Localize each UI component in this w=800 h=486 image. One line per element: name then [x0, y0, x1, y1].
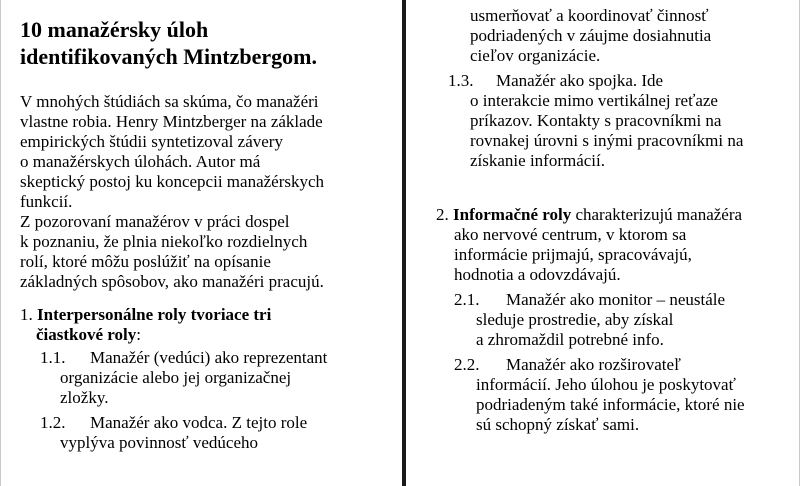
item-line: sleduje prostredie, aby získal — [476, 310, 674, 329]
item-line: Manažér ako rozširovateľ — [506, 355, 681, 374]
intro-line: vlastne robia. Henry Mintzberger na základe — [20, 112, 323, 131]
item-number: 2.2. — [454, 355, 480, 374]
intro-line: o manažérskych úlohách. Autor má — [20, 152, 261, 171]
section-1-title-line-2: čiastkové roly — [36, 325, 137, 344]
item-number: 2.1. — [454, 290, 480, 309]
section-2-number: 2. — [436, 205, 449, 224]
item-number: 1.3. — [448, 71, 474, 90]
item-number: 1.2. — [40, 413, 66, 432]
section-2-title: Informačné roly — [453, 205, 572, 224]
item-line: vyplýva povinnosť vedúceho — [60, 433, 259, 452]
intro-line: skeptický postoj ku koncepcii manažérskych — [20, 172, 325, 191]
column-divider — [402, 0, 406, 486]
section-2-title-rest: charakterizujú manažéra — [571, 205, 743, 224]
item-number: 1.1. — [40, 348, 66, 367]
item-line: podriadených v záujme dosiahnutia — [470, 26, 712, 45]
document-title — [20, 16, 317, 70]
intro-line: základných spôsobov, ako manažéri pracujú. — [20, 272, 324, 291]
intro-line: rolí, ktoré môžu poslúžiť na opísanie — [20, 252, 271, 271]
item-line: príkazov. Kontakty s pracovníkmi na — [470, 111, 722, 130]
section-2-heading — [436, 205, 742, 225]
item-line: cieľov organizácie. — [470, 46, 601, 65]
intro-line: V mnohých štúdiách sa skúma, čo manažéri — [20, 92, 319, 111]
section-2-line: hodnotia a odovzdávajú. — [454, 265, 621, 284]
section-1-number: 1. — [20, 305, 33, 324]
section-1-heading-cont — [36, 325, 141, 345]
intro-line: k poznaniu, že plnia niekoľko rozdielnych — [20, 232, 308, 251]
item-line: o interakcie mimo vertikálnej reťaze — [470, 91, 718, 110]
item-line: sú schopný získať sami. — [476, 415, 640, 434]
item-line: organizácie alebo jej organizačnej — [60, 368, 292, 387]
item-line: Manažér ako monitor – neustále — [506, 290, 726, 309]
item-line: usmerňovať a koordinovať činnosť — [470, 6, 709, 25]
item-line: a zhromaždil potrebné info. — [476, 330, 664, 349]
title-line-2: identifikovaných Mintzbergom. — [20, 44, 317, 69]
section-2-line: ako nervové centrum, v ktorom sa — [454, 225, 687, 244]
page-left-border — [0, 0, 1, 486]
section-1-colon: : — [136, 325, 141, 344]
section-1-title-line-1: Interpersonálne roly tvoriace tri — [37, 305, 272, 324]
item-line: Manažér (vedúci) ako reprezentant — [90, 348, 328, 367]
section-1-heading — [20, 305, 271, 325]
item-line: zložky. — [60, 388, 109, 407]
item-line: rovnakej úrovni s inými pracovníkmi na — [470, 131, 744, 150]
item-line: Manažér ako spojka. Ide — [496, 71, 664, 90]
title-line-1: 10 manažérsky úloh — [20, 17, 209, 42]
intro-line: Z pozorovaní manažérov v práci dospel — [20, 212, 290, 231]
item-line: získanie informácií. — [470, 151, 606, 170]
item-line: Manažér ako vodca. Z tejto role — [90, 413, 308, 432]
item-line: informácií. Jeho úlohou je poskytovať — [476, 375, 736, 394]
section-2-line: informácie prijmajú, spracovávajú, — [454, 245, 692, 264]
intro-line: empirických štúdii syntetizoval závery — [20, 132, 283, 151]
intro-line: funkcií. — [20, 192, 73, 211]
item-line: podriadeným také informácie, ktoré nie — [476, 395, 745, 414]
